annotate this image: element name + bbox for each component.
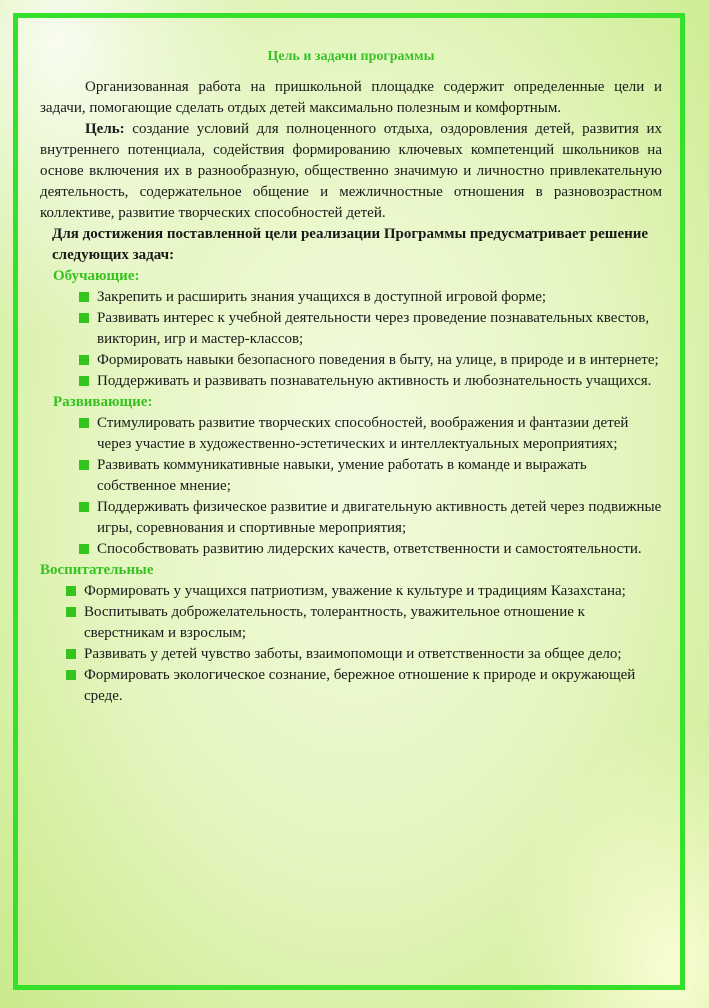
square-bullet-icon — [79, 292, 89, 302]
list-item: Поддерживать и развивать познавательную активность и любознательность учащихся. — [40, 371, 662, 392]
developmental-task-list — [40, 413, 662, 560]
goal-paragraph — [40, 119, 662, 224]
goal-label: Цель: — [85, 121, 125, 137]
list-item: Поддерживать физическое развитие и двигательную активность детей через подвижные игры, соревнования и спортивные мероприятия; — [40, 497, 662, 539]
list-item: Стимулировать развитие творческих способностей, воображения и фантазии детей через участие в художественно-эстетических и интеллектуальных мероприятиях; — [40, 413, 662, 455]
list-item: Формировать навыки безопасного поведения в быту, на улице, в природе и в интернете; — [40, 350, 662, 371]
square-bullet-icon — [79, 460, 89, 470]
upbringing-task-list — [40, 581, 662, 707]
tasks-intro: Для достижения поставленной цели реализации Программы предусматривает решение следующих задач: — [52, 226, 649, 263]
educational-task-list — [40, 287, 662, 392]
square-bullet-icon — [66, 649, 76, 659]
square-bullet-icon — [66, 670, 76, 680]
square-bullet-icon — [79, 355, 89, 365]
document-content — [40, 46, 662, 707]
list-item: Развивать у детей чувство заботы, взаимопомощи и ответственности за общее дело; — [40, 644, 662, 665]
list-item: Развивать коммуникативные навыки, умение работать в команде и выражать собственное мнение; — [40, 455, 662, 497]
square-bullet-icon — [79, 376, 89, 386]
square-bullet-icon — [79, 313, 89, 323]
section-title-developmental: Развивающие: — [53, 394, 153, 410]
square-bullet-icon — [66, 607, 76, 617]
list-item: Развивать интерес к учебной деятельности через проведение познавательных квестов, викторин, игр и мастер-классов; — [40, 308, 662, 350]
page-title: Цель и задачи программы — [267, 49, 435, 64]
goal-text: создание условий для полноценного отдыха, оздоровления детей, развития их внутреннего потенциала, содействия формированию ключевых компетенций школьников на основе включения их в разнообразную, общественно значимую и личностно привлекательную деятельность, содержательное общение и межличностные отношения в разновозрастном коллективе, развитие творческих способностей детей. — [40, 121, 662, 221]
square-bullet-icon — [79, 502, 89, 512]
square-bullet-icon — [79, 418, 89, 428]
list-item: Закрепить и расширить знания учащихся в доступной игровой форме; — [40, 287, 662, 308]
list-item: Воспитывать доброжелательность, толерантность, уважительное отношение к сверстникам и взрослым; — [40, 602, 662, 644]
list-item: Формировать экологическое сознание, бережное отношение к природе и окружающей среде. — [40, 665, 662, 707]
section-title-upbringing: Воспитательные — [40, 562, 154, 578]
square-bullet-icon — [79, 544, 89, 554]
intro-paragraph: Организованная работа на пришкольной площадке содержит определенные цели и задачи, помогающие сделать отдых детей максимально полезным и комфортным. — [40, 79, 662, 116]
list-item: Способствовать развитию лидерских качеств, ответственности и самостоятельности. — [40, 539, 662, 560]
section-title-educational: Обучающие: — [53, 268, 140, 284]
square-bullet-icon — [66, 586, 76, 596]
list-item: Формировать у учащихся патриотизм, уважение к культуре и традициям Казахстана; — [40, 581, 662, 602]
